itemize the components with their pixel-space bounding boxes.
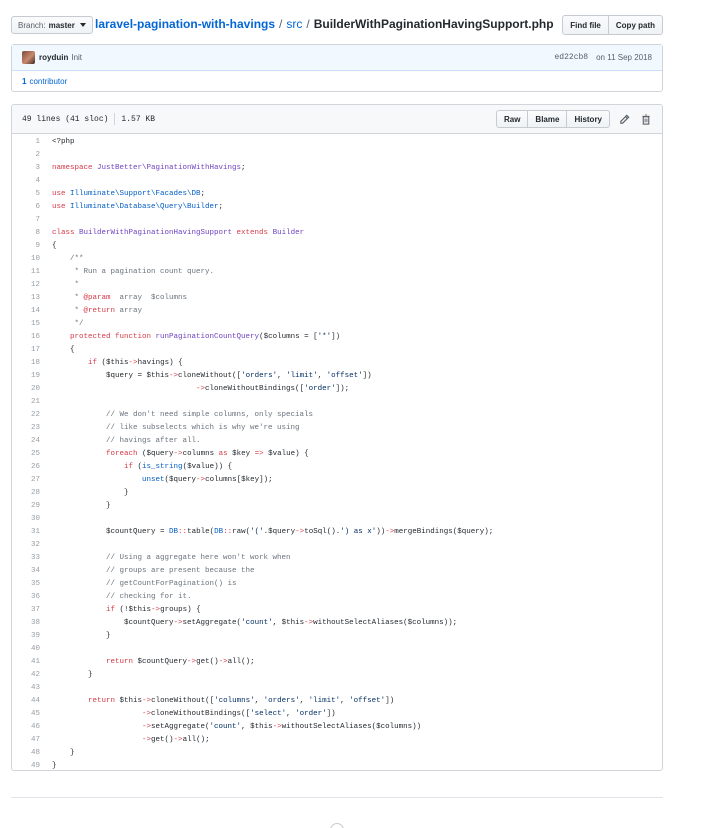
branch-value: master — [48, 20, 75, 30]
line-number[interactable]: 42 — [30, 671, 40, 679]
code-line — [12, 552, 662, 565]
code-text: $countQuery = DB::table(DB::raw('('.$query->toSql().') as x'))->mergeBindings($query); — [52, 528, 494, 536]
find-file-button[interactable]: Find file — [562, 15, 609, 35]
code-text: } — [52, 502, 111, 510]
code-text: foreach ($query->columns as $key => $value) { — [106, 450, 309, 458]
line-number[interactable]: 29 — [30, 502, 40, 510]
line-number[interactable]: 9 — [35, 242, 40, 250]
code-line — [12, 500, 662, 513]
code-line — [12, 383, 662, 396]
code-line — [12, 604, 662, 617]
line-number[interactable]: 47 — [30, 736, 40, 744]
github-logo-icon[interactable] — [330, 823, 344, 828]
code-text: if (is_string($value)) { — [124, 463, 233, 471]
code-line — [12, 305, 662, 318]
file-actions — [496, 110, 654, 128]
code-line — [12, 409, 662, 422]
code-text: ->cloneWithoutBindings(['order']); — [196, 385, 350, 393]
pencil-icon[interactable] — [616, 111, 632, 127]
code-line — [12, 136, 662, 149]
code-text: * @param array $columns — [52, 294, 188, 302]
line-number[interactable]: 13 — [30, 294, 40, 302]
commit-meta — [554, 53, 652, 62]
code-line — [12, 266, 662, 279]
code-text: /** — [52, 255, 84, 263]
line-number[interactable]: 48 — [30, 749, 40, 757]
line-number[interactable]: 26 — [30, 463, 40, 471]
code-line — [12, 760, 662, 771]
raw-button[interactable]: Raw — [496, 110, 528, 128]
branch-label: Branch: — [18, 20, 46, 30]
code-text — [40, 643, 52, 656]
line-number[interactable]: 22 — [30, 411, 40, 419]
code-view — [12, 134, 662, 771]
code-text — [40, 396, 52, 409]
code-line — [12, 669, 662, 682]
code-line — [12, 435, 662, 448]
line-number[interactable]: 35 — [30, 580, 40, 588]
code-text: { — [52, 346, 75, 354]
code-text: // havings after all. — [52, 437, 201, 445]
code-line — [12, 682, 662, 695]
file-action-buttons — [496, 110, 610, 128]
code-line — [12, 617, 662, 630]
code-line — [12, 292, 662, 305]
commit-date: on 11 Sep 2018 — [596, 53, 652, 62]
code-line — [12, 708, 662, 721]
code-line — [12, 695, 662, 708]
code-text: } — [52, 749, 75, 757]
breadcrumb-repo-link[interactable]: laravel-pagination-with-havings — [95, 17, 276, 31]
code-line — [12, 370, 662, 383]
line-number[interactable]: 17 — [30, 346, 40, 354]
breadcrumb — [95, 17, 554, 31]
latest-commit-row — [12, 45, 662, 71]
breadcrumb-separator: / — [279, 17, 283, 31]
trash-icon[interactable] — [638, 111, 654, 127]
file-lines-info: 49 lines (41 sloc) — [22, 114, 109, 124]
code-text: * @return array — [52, 307, 143, 315]
contributors-count: 1 — [22, 77, 27, 86]
line-number[interactable]: 43 — [30, 684, 40, 692]
line-number[interactable]: 19 — [30, 372, 40, 380]
code-text: // getCountForPagination() is — [52, 580, 237, 588]
blame-button[interactable]: Blame — [528, 110, 567, 128]
code-line — [12, 162, 662, 175]
code-text: ->get()->all(); — [142, 736, 210, 744]
line-number[interactable]: 38 — [30, 619, 40, 627]
line-number[interactable]: 1 — [35, 138, 40, 146]
code-text: return $this->cloneWithout(['columns', 'orders', 'limit', 'offset']) — [88, 697, 395, 705]
line-number[interactable]: 2 — [35, 151, 40, 159]
code-line — [12, 331, 662, 344]
file-nav-buttons — [562, 15, 663, 35]
code-text: } — [52, 632, 111, 640]
code-line — [12, 357, 662, 370]
line-number[interactable]: 40 — [30, 645, 40, 653]
line-number[interactable]: 45 — [30, 710, 40, 718]
line-number[interactable]: 7 — [35, 216, 40, 224]
breadcrumb-file-name: BuilderWithPaginationHavingSupport.php — [313, 17, 554, 31]
file-info — [22, 113, 155, 125]
code-line — [12, 344, 662, 357]
line-number[interactable]: 21 — [30, 398, 40, 406]
code-text — [40, 214, 52, 227]
contributors-label: contributor — [29, 77, 68, 86]
code-line — [12, 539, 662, 552]
code-text: if (!$this->groups) { — [106, 606, 201, 614]
history-button[interactable]: History — [567, 110, 610, 128]
contributors-link[interactable] — [12, 71, 662, 92]
file-header — [12, 105, 662, 134]
code-text: // Using a aggregate here won't work when — [52, 554, 291, 562]
code-line — [12, 656, 662, 669]
code-line — [12, 318, 662, 331]
line-number[interactable]: 20 — [30, 385, 40, 393]
code-line — [12, 526, 662, 539]
line-number[interactable]: 34 — [30, 567, 40, 575]
code-line — [12, 461, 662, 474]
code-text: class BuilderWithPaginationHavingSupport extends Builder — [52, 229, 305, 237]
code-line — [12, 448, 662, 461]
line-number[interactable]: 36 — [30, 593, 40, 601]
line-number[interactable]: 37 — [30, 606, 40, 614]
code-text: } — [52, 489, 129, 497]
code-line — [12, 578, 662, 591]
code-text — [40, 682, 52, 695]
code-text: $countQuery->setAggregate('count', $this->withoutSelectAliases($columns)); — [52, 619, 458, 627]
code-line — [12, 474, 662, 487]
line-number[interactable]: 25 — [30, 450, 40, 458]
code-line — [12, 253, 662, 266]
line-number[interactable]: 30 — [30, 515, 40, 523]
file-viewer — [11, 104, 663, 771]
code-text — [40, 149, 52, 162]
code-line — [12, 201, 662, 214]
code-text: ->cloneWithoutBindings(['select', 'order']) — [142, 710, 336, 718]
code-text: ->setAggregate('count', $this->withoutSelectAliases($columns)) — [142, 723, 422, 731]
line-number[interactable]: 24 — [30, 437, 40, 445]
code-line — [12, 747, 662, 760]
code-text: // like subselects which is why we're using — [52, 424, 300, 432]
code-line — [12, 721, 662, 734]
code-line — [12, 591, 662, 604]
code-line — [12, 513, 662, 526]
code-line — [12, 565, 662, 578]
commit-message-link[interactable]: Init — [71, 53, 83, 62]
code-line — [12, 422, 662, 435]
code-line — [12, 643, 662, 656]
code-line — [12, 214, 662, 227]
code-text: } — [52, 671, 93, 679]
breadcrumb-separator: / — [306, 17, 310, 31]
code-text — [40, 513, 52, 526]
line-number[interactable]: 10 — [30, 255, 40, 263]
code-text: unset($query->columns[$key]); — [142, 476, 273, 484]
line-number[interactable]: 31 — [30, 528, 40, 536]
breadcrumb-dir-link[interactable]: src — [286, 17, 303, 31]
code-text: // groups are present because the — [52, 567, 255, 575]
line-number[interactable]: 27 — [30, 476, 40, 484]
line-number[interactable]: 33 — [30, 554, 40, 562]
code-text: protected function runPaginationCountQuery($columns = ['*']) — [70, 333, 341, 341]
branch-select-button[interactable] — [11, 16, 93, 34]
line-number[interactable]: 14 — [30, 307, 40, 315]
code-text: use Illuminate\Database\Query\Builder; — [52, 203, 224, 211]
line-number[interactable]: 3 — [35, 164, 40, 172]
code-line — [12, 149, 662, 162]
code-line — [12, 396, 662, 409]
caret-down-icon — [80, 23, 86, 27]
line-number[interactable]: 5 — [35, 190, 40, 198]
code-line — [12, 734, 662, 747]
code-line — [12, 188, 662, 201]
code-text: <?php — [52, 138, 75, 146]
code-text: $query = $this->cloneWithout(['orders', 'limit', 'offset']) — [52, 372, 372, 380]
file-navigation — [11, 15, 663, 35]
code-line — [12, 487, 662, 500]
code-text: return $countQuery->get()->all(); — [106, 658, 255, 666]
footer-divider — [11, 797, 663, 798]
line-number[interactable]: 18 — [30, 359, 40, 367]
file-size: 1.57 KB — [121, 114, 156, 124]
code-text — [40, 539, 52, 552]
code-text — [40, 175, 52, 188]
code-text: use Illuminate\Support\Facades\DB; — [52, 190, 206, 198]
line-number[interactable]: 4 — [35, 177, 40, 185]
line-number[interactable]: 8 — [35, 229, 40, 237]
code-text: namespace JustBetter\PaginationWithHavings; — [52, 164, 246, 172]
code-text: if ($this->havings) { — [88, 359, 183, 367]
commit-tease — [11, 44, 663, 92]
line-number[interactable]: 16 — [30, 333, 40, 341]
commit-sha-link[interactable]: ed22cb8 — [554, 53, 589, 62]
copy-path-button[interactable]: Copy path — [609, 15, 663, 35]
file-info-divider — [114, 113, 115, 125]
code-text: // checking for it. — [52, 593, 192, 601]
line-number[interactable]: 6 — [35, 203, 40, 211]
line-number[interactable]: 46 — [30, 723, 40, 731]
code-line — [12, 175, 662, 188]
avatar[interactable] — [22, 51, 35, 64]
line-number[interactable]: 39 — [30, 632, 40, 640]
line-number[interactable]: 49 — [30, 762, 40, 770]
code-text: * — [52, 281, 80, 289]
line-number[interactable]: 11 — [30, 268, 40, 276]
code-line — [12, 279, 662, 292]
code-line — [12, 227, 662, 240]
line-number[interactable]: 44 — [30, 697, 40, 705]
code-text: */ — [52, 320, 84, 328]
code-text: } — [52, 762, 57, 770]
commit-author-link[interactable]: royduin — [39, 53, 69, 62]
line-number[interactable]: 23 — [30, 424, 40, 432]
line-number[interactable]: 32 — [30, 541, 40, 549]
code-line — [12, 240, 662, 253]
code-text: { — [52, 242, 57, 250]
line-number[interactable]: 15 — [30, 320, 40, 328]
code-text: * Run a pagination count query. — [52, 268, 215, 276]
code-line — [12, 630, 662, 643]
code-text: // We don't need simple columns, only specials — [52, 411, 314, 419]
line-number[interactable]: 12 — [30, 281, 40, 289]
line-number[interactable]: 41 — [30, 658, 40, 666]
line-number[interactable]: 28 — [30, 489, 40, 497]
